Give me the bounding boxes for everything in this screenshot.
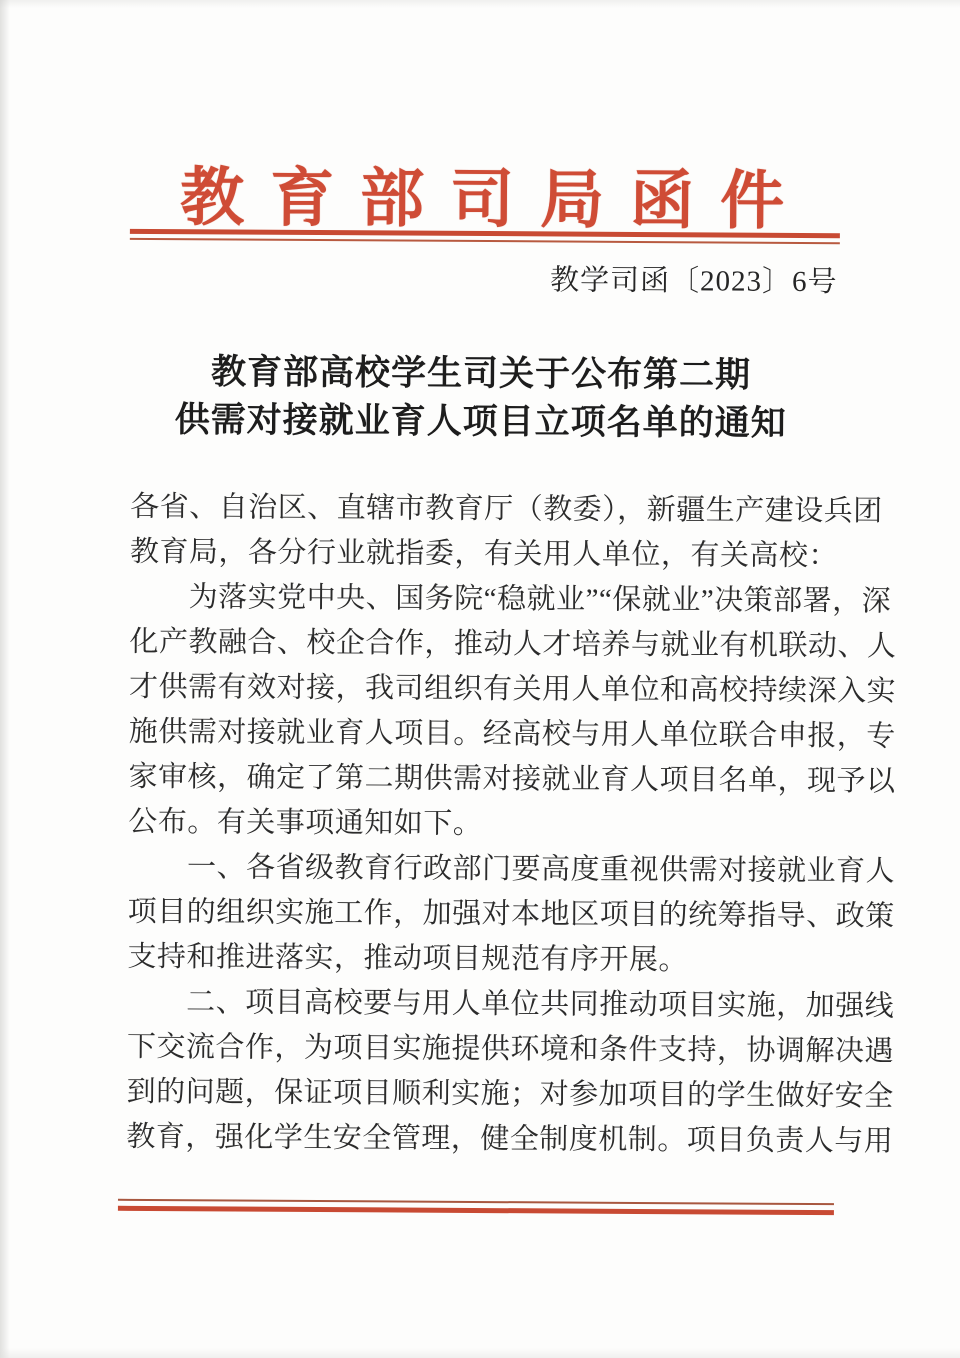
body-text [126,485,897,1164]
body-line: 家审核，确定了第二期供需对接就业育人项目名单，现予以 [128,760,896,798]
footer-double-rule [118,1199,834,1215]
body-line: 公布。有关事项通知如下。 [128,805,483,841]
document-title-line2: 供需对接就业育人项目立项名单的通知 [174,400,787,443]
body-line: 化产教融合、校企合作，推动人才培养与就业有机联动、人 [129,625,897,663]
body-line: 为落实党中央、国务院“稳就业”“保就业”决策部署，深 [188,581,892,618]
body-line: 才供需有效对接，我司组织有关用人单位和高校持续深入实 [129,670,897,708]
body-line: 各省、自治区、直辖市教育厅（教委），新疆生产建设兵团 [130,490,883,528]
body-line: 教育，强化学生安全管理，健全制度机制。项目负责人与用 [126,1120,894,1158]
document-number: 教学司函〔2023〕6号 [549,264,838,299]
document-title [1,347,960,449]
letterhead-title: 教育部司局函件 [179,162,811,238]
body-line: 支持和推进落实，推动项目规范有序开展。 [127,940,689,977]
body-line: 二、项目高校要与用人单位共同推动项目实施，加强线 [186,986,895,1023]
body-line: 施供需对接就业育人项目。经高校与用人单位联合申报，专 [128,715,896,753]
document-title-line1: 教育部高校学生司关于公布第二期 [210,352,752,395]
body-line: 教育局，各分行业就指委，有关用人单位，有关高校： [129,535,839,573]
body-line: 一、各省级教育行政部门要高度重视供需对接就业育人 [186,851,896,888]
body-line: 项目的组织实施工作，加强对本地区项目的统筹指导、政策 [127,895,895,933]
body-line: 到的问题，保证项目顺利实施；对参加项目的学生做好安全 [126,1075,894,1113]
body-line: 下交流合作，为项目实施提供环境和条件支持，协调解决遇 [126,1030,895,1068]
